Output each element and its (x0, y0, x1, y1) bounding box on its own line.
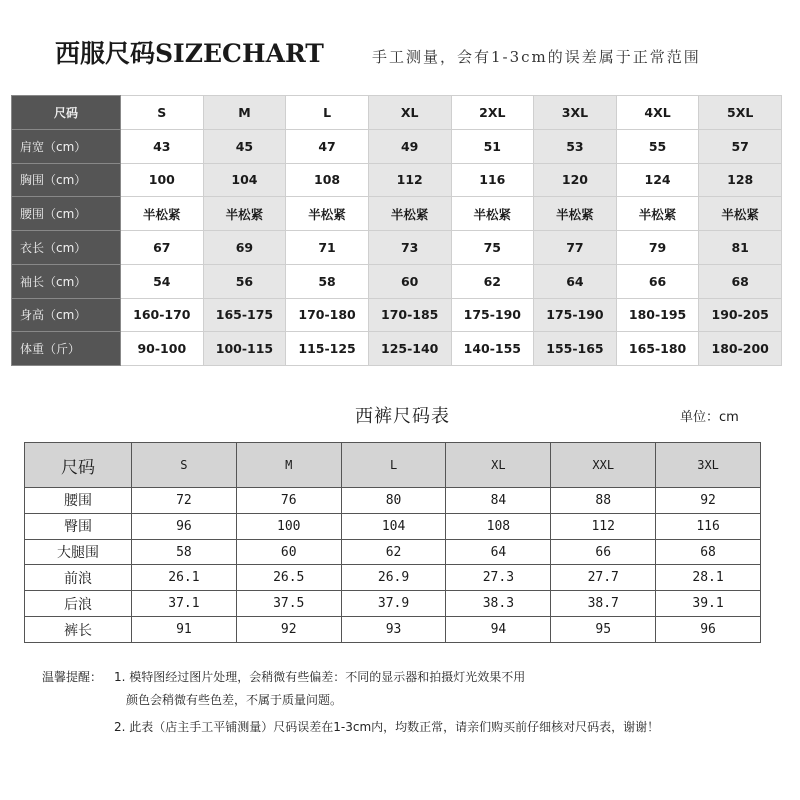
suit-cell: 45 (203, 129, 286, 163)
pants-size-header: XL (446, 443, 551, 488)
suit-cell: 115-125 (286, 332, 369, 366)
pants-row (25, 565, 761, 591)
pants-row-label: 大腿围 (25, 539, 132, 565)
pants-cell: 26.1 (132, 565, 237, 591)
suit-size-header: 5XL (699, 96, 782, 130)
pants-cell: 100 (236, 513, 341, 539)
suit-cell: 71 (286, 231, 369, 265)
suit-cell: 62 (451, 264, 534, 298)
pants-row-label: 臀围 (25, 513, 132, 539)
suit-cell: 73 (368, 231, 451, 265)
suit-row (12, 163, 782, 197)
suit-cell: 64 (534, 264, 617, 298)
pants-row-label: 后浪 (25, 591, 132, 617)
suit-cell: 104 (203, 163, 286, 197)
suit-row-label: 身高（cm） (12, 298, 121, 332)
suit-row (12, 332, 782, 366)
note-line-2: 2. 此表（店主手工平铺测量）尺码误差在1-3cm内，均数正常，请亲们购买前仔细核对尺码表，谢谢！ (114, 720, 660, 734)
suit-cell: 165-180 (616, 332, 699, 366)
pants-chart-title: 西裤尺码表 (355, 406, 450, 427)
pants-cell: 93 (341, 617, 446, 643)
suit-cell: 160-170 (121, 298, 204, 332)
suit-cell: 68 (699, 264, 782, 298)
suit-cell: 66 (616, 264, 699, 298)
suit-cell: 半松紧 (616, 197, 699, 231)
pants-cell: 38.3 (446, 591, 551, 617)
suit-cell: 49 (368, 129, 451, 163)
pants-cell: 76 (236, 488, 341, 514)
suit-row (12, 231, 782, 265)
suit-cell: 60 (368, 264, 451, 298)
pants-size-header: L (341, 443, 446, 488)
pants-cell: 80 (341, 488, 446, 514)
pants-cell: 94 (446, 617, 551, 643)
suit-chart-title: 西服尺码SIZECHART (55, 39, 324, 68)
pants-cell: 37.9 (341, 591, 446, 617)
suit-row-label: 衣长（cm） (12, 231, 121, 265)
pants-cell: 116 (656, 513, 761, 539)
suit-row (12, 129, 782, 163)
suit-row-label: 袖长（cm） (12, 264, 121, 298)
suit-cell: 75 (451, 231, 534, 265)
suit-size-header: XL (368, 96, 451, 130)
pants-cell: 72 (132, 488, 237, 514)
suit-cell: 175-190 (451, 298, 534, 332)
suit-cell: 半松紧 (203, 197, 286, 231)
suit-cell: 54 (121, 264, 204, 298)
suit-size-header: 4XL (616, 96, 699, 130)
suit-cell: 190-205 (699, 298, 782, 332)
suit-row (12, 298, 782, 332)
suit-cell: 108 (286, 163, 369, 197)
suit-cell: 140-155 (451, 332, 534, 366)
pants-row (25, 617, 761, 643)
pants-cell: 84 (446, 488, 551, 514)
pants-cell: 64 (446, 539, 551, 565)
note-line-1-continued: 颜色会稍微有些色差，不属于质量问题。 (126, 693, 343, 707)
suit-size-header: S (121, 96, 204, 130)
pants-cell: 68 (656, 539, 761, 565)
measurement-note: 手工测量，会有1-3cm的误差属于正常范围 (372, 48, 701, 66)
pants-size-header: 3XL (656, 443, 761, 488)
pants-cell: 91 (132, 617, 237, 643)
pants-row-label: 腰围 (25, 488, 132, 514)
pants-size-table (24, 442, 761, 643)
suit-cell: 180-195 (616, 298, 699, 332)
pants-header-label: 尺码 (25, 443, 132, 488)
pants-cell: 60 (236, 539, 341, 565)
suit-cell: 90-100 (121, 332, 204, 366)
suit-cell: 124 (616, 163, 699, 197)
pants-row (25, 488, 761, 514)
suit-cell: 77 (534, 231, 617, 265)
suit-header-row (12, 96, 782, 130)
suit-cell: 125-140 (368, 332, 451, 366)
suit-cell: 112 (368, 163, 451, 197)
suit-size-header: 3XL (534, 96, 617, 130)
pants-cell: 37.1 (132, 591, 237, 617)
pants-cell: 27.7 (551, 565, 656, 591)
pants-cell: 95 (551, 617, 656, 643)
suit-row-label: 胸围（cm） (12, 163, 121, 197)
suit-cell: 55 (616, 129, 699, 163)
suit-cell: 43 (121, 129, 204, 163)
suit-cell: 128 (699, 163, 782, 197)
pants-row (25, 591, 761, 617)
suit-cell: 69 (203, 231, 286, 265)
pants-row (25, 539, 761, 565)
pants-cell: 38.7 (551, 591, 656, 617)
pants-row-label: 裤长 (25, 617, 132, 643)
suit-size-table (11, 95, 782, 366)
suit-cell: 半松紧 (451, 197, 534, 231)
suit-cell: 100 (121, 163, 204, 197)
pants-cell: 26.5 (236, 565, 341, 591)
pants-size-header: S (132, 443, 237, 488)
suit-row (12, 197, 782, 231)
pants-cell: 62 (341, 539, 446, 565)
pants-cell: 27.3 (446, 565, 551, 591)
suit-cell: 47 (286, 129, 369, 163)
suit-cell: 67 (121, 231, 204, 265)
suit-cell: 155-165 (534, 332, 617, 366)
suit-cell: 165-175 (203, 298, 286, 332)
pants-header-row (25, 443, 761, 488)
pants-row-label: 前浪 (25, 565, 132, 591)
suit-cell: 半松紧 (699, 197, 782, 231)
suit-cell: 180-200 (699, 332, 782, 366)
notes-label: 温馨提醒： (42, 670, 103, 684)
pants-cell: 96 (132, 513, 237, 539)
unit-label: 单位：cm (680, 410, 739, 425)
suit-cell: 100-115 (203, 332, 286, 366)
pants-cell: 58 (132, 539, 237, 565)
pants-cell: 39.1 (656, 591, 761, 617)
suit-cell: 57 (699, 129, 782, 163)
pants-cell: 88 (551, 488, 656, 514)
pants-cell: 112 (551, 513, 656, 539)
suit-cell: 58 (286, 264, 369, 298)
pants-cell: 28.1 (656, 565, 761, 591)
suit-row-label: 体重（斤） (12, 332, 121, 366)
pants-size-header: XXL (551, 443, 656, 488)
suit-cell: 170-185 (368, 298, 451, 332)
suit-cell: 半松紧 (286, 197, 369, 231)
suit-cell: 116 (451, 163, 534, 197)
pants-row (25, 513, 761, 539)
pants-cell: 92 (656, 488, 761, 514)
suit-cell: 79 (616, 231, 699, 265)
pants-cell: 108 (446, 513, 551, 539)
pants-cell: 104 (341, 513, 446, 539)
suit-size-header: M (203, 96, 286, 130)
suit-row-label: 肩宽（cm） (12, 129, 121, 163)
pants-size-header: M (236, 443, 341, 488)
suit-cell: 半松紧 (368, 197, 451, 231)
suit-cell: 120 (534, 163, 617, 197)
suit-cell: 半松紧 (534, 197, 617, 231)
note-line-1: 1. 模特图经过图片处理，会稍微有些偏差：不同的显示器和拍摄灯光效果不用 (114, 670, 526, 684)
suit-cell: 175-190 (534, 298, 617, 332)
suit-size-header: 2XL (451, 96, 534, 130)
suit-cell: 56 (203, 264, 286, 298)
suit-cell: 53 (534, 129, 617, 163)
suit-row-label: 腰围（cm） (12, 197, 121, 231)
suit-cell: 170-180 (286, 298, 369, 332)
suit-cell: 半松紧 (121, 197, 204, 231)
pants-cell: 66 (551, 539, 656, 565)
pants-cell: 92 (236, 617, 341, 643)
pants-cell: 37.5 (236, 591, 341, 617)
suit-cell: 51 (451, 129, 534, 163)
suit-size-header: L (286, 96, 369, 130)
pants-cell: 96 (656, 617, 761, 643)
pants-cell: 26.9 (341, 565, 446, 591)
suit-row (12, 264, 782, 298)
suit-cell: 81 (699, 231, 782, 265)
suit-header-label: 尺码 (12, 96, 121, 130)
